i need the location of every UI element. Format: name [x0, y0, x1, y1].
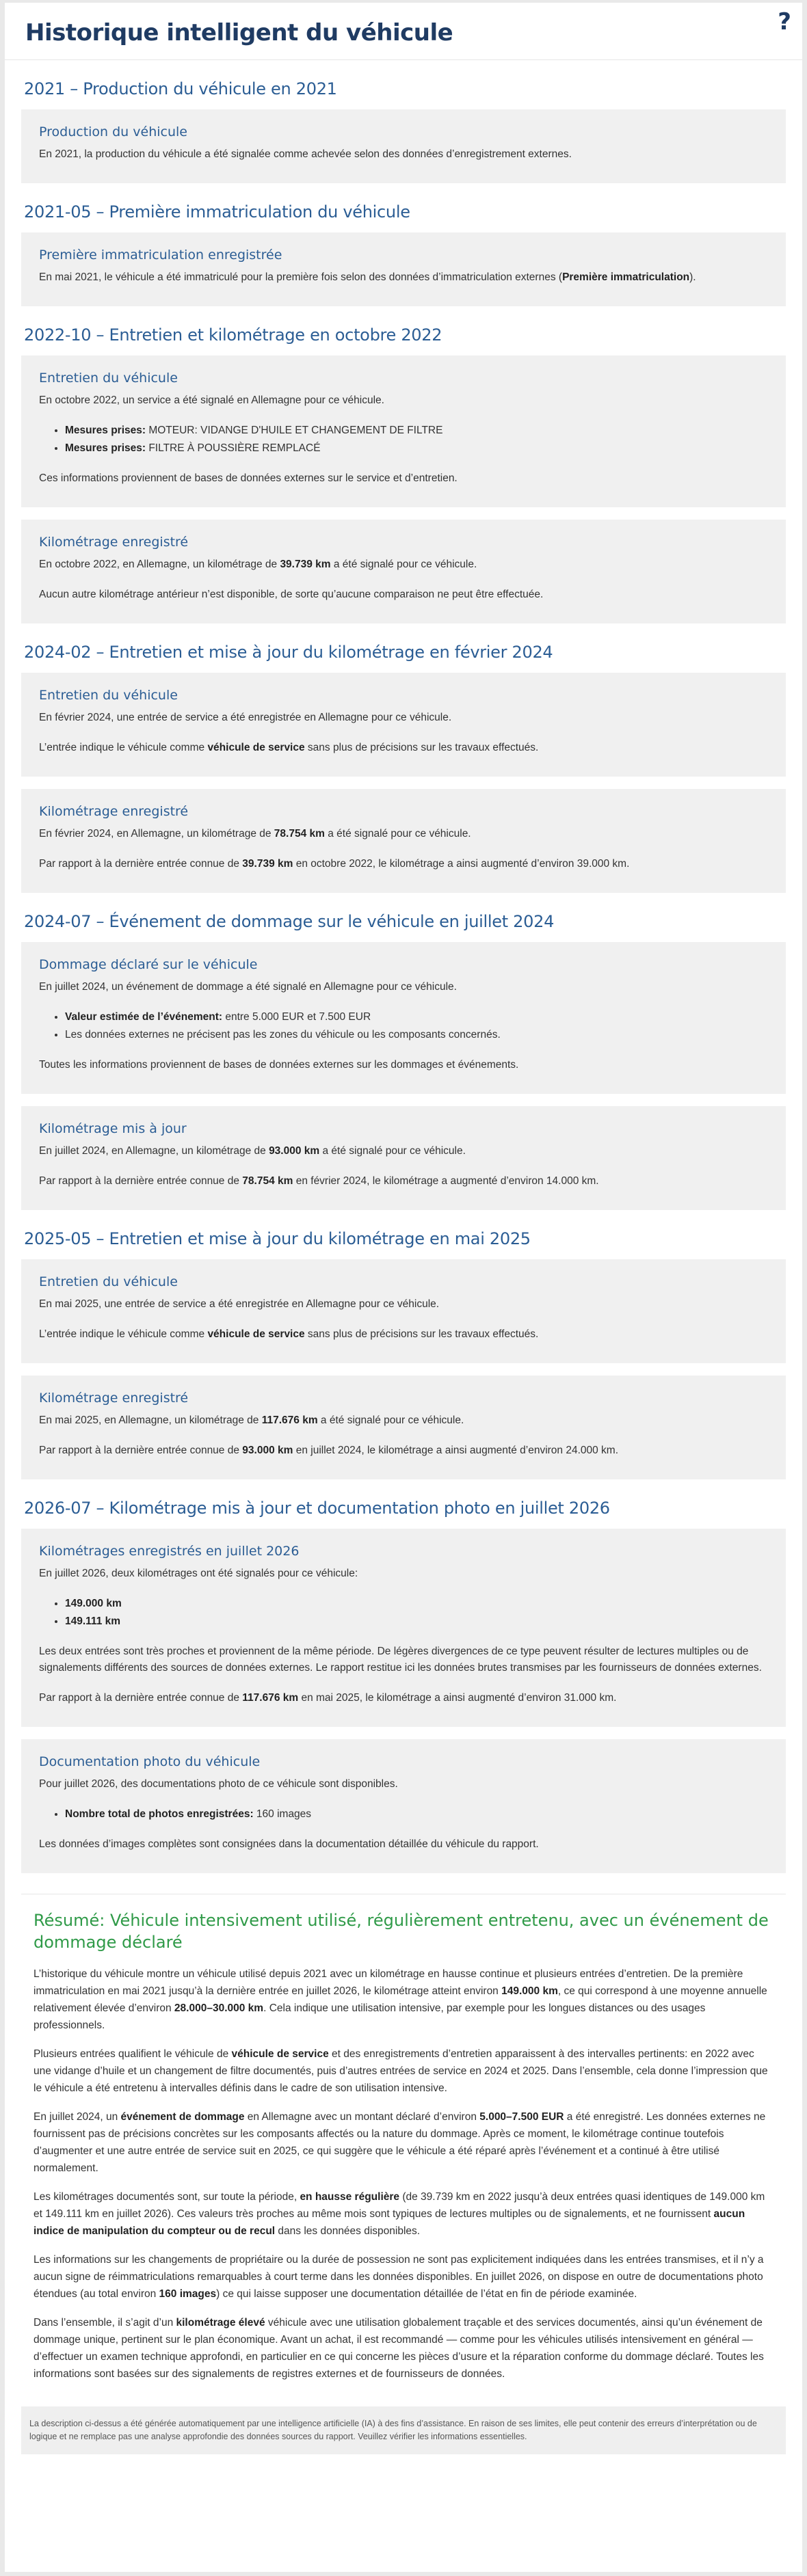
event-card — [21, 1106, 786, 1210]
card-paragraph — [39, 1643, 768, 1676]
bold-text: Nombre total de photos enregistrées: — [65, 1808, 254, 1820]
text-run: sans plus de précisions sur les travaux effectués. — [304, 742, 539, 753]
text-run: Les informations sur les changements de propriétaire ou la durée de possession ne sont pas explicitement indiquées dans les entrées transmises, et il n’y a aucun signe de réimmatriculations remarquables à court terme dans les données disponibles. En juillet 2026, on dispose en outre de documentations photo étendues (au total environ — [34, 2254, 764, 2300]
card-paragraph — [39, 1443, 768, 1459]
text-run: En février 2024, en Allemagne, un kilométrage de — [39, 828, 274, 840]
text-run: Par rapport à la dernière entrée connue de — [39, 858, 243, 870]
text-run: En octobre 2022, en Allemagne, un kilométrage de — [39, 559, 280, 570]
event-card — [21, 1739, 786, 1873]
card-title: Première immatriculation enregistrée — [39, 247, 282, 263]
text-run: Ces informations proviennent de bases de données externes sur le service et d’entretien. — [39, 472, 458, 484]
text-run: en juillet 2024, le kilométrage a ainsi augmenté d’environ 24.000 km. — [293, 1445, 619, 1456]
text-run: En juillet 2024, en Allemagne, un kilométrage de — [39, 1145, 269, 1157]
text-run: En juillet 2024, un événement de dommage a été signalé en Allemagne pour ce véhicule. — [39, 981, 457, 993]
text-run: ) ce qui laisse supposer une documentation détaillée de l’état en fin de période examinée. — [216, 2288, 637, 2300]
text-run: . Cela indique une utilisation intensive, par exemple pour les longues distances ou des usages professionnels. — [34, 2002, 706, 2031]
bold-text: 39.739 km — [242, 858, 293, 870]
text-run: En mai 2025, en Allemagne, un kilométrage de — [39, 1414, 262, 1426]
summary-body — [34, 1965, 773, 2383]
bold-text: 78.754 km — [274, 828, 325, 840]
bold-text: 39.739 km — [280, 559, 331, 570]
section-title: 2021-05 – Première immatriculation du véhicule — [24, 202, 410, 222]
summary-paragraph — [34, 2108, 773, 2177]
summary-section — [21, 1894, 786, 2401]
list-item — [65, 440, 768, 457]
event-card — [21, 1529, 786, 1727]
card-paragraph — [39, 1057, 768, 1073]
bold-text: Mesures prises: — [65, 425, 146, 436]
timeline-section — [5, 1499, 802, 1873]
text-run: L’entrée indique le véhicule comme — [39, 742, 208, 753]
report-page — [5, 3, 802, 2572]
timeline-section — [5, 79, 802, 183]
bold-text: 5.000–7.500 EUR — [479, 2111, 564, 2123]
list-item — [65, 422, 768, 439]
text-run: Toutes les informations proviennent de bases de données externes sur les dommages et événements. — [39, 1059, 519, 1071]
text-run: a été signalé pour ce véhicule. — [330, 559, 477, 570]
bold-text: 149.000 km — [501, 1985, 558, 1997]
text-run: , ce qui correspond à une moyenne annuelle relativement élevée d’environ — [34, 1985, 767, 2014]
card-paragraph — [39, 470, 768, 487]
list-item — [65, 1009, 768, 1025]
timeline-section — [5, 643, 802, 893]
text-run: Les deux entrées sont très proches et proviennent de la même période. De légères divergences de ce type peuvent résulter de lectures multiples ou de signalements différents des sources de données externes. Le rapport restitue ici les données brutes transmises par les fournisseurs de données externes. — [39, 1646, 762, 1674]
bold-text: 160 images — [159, 2288, 217, 2300]
bold-text: 78.754 km — [242, 1175, 293, 1187]
card-paragraph — [39, 1776, 768, 1793]
text-run: sans plus de précisions sur les travaux effectués. — [304, 1328, 539, 1340]
card-paragraph — [39, 826, 768, 842]
card-title: Documentation photo du véhicule — [39, 1754, 261, 1769]
event-card — [21, 355, 786, 507]
text-run: Pour juillet 2026, des documentations photo de ce véhicule sont disponibles. — [39, 1778, 398, 1790]
timeline-section — [5, 912, 802, 1210]
text-run: a été signalé pour ce véhicule. — [319, 1145, 466, 1157]
text-run: En juillet 2026, deux kilométrages ont été signalés pour ce véhicule: — [39, 1568, 358, 1579]
text-run: Par rapport à la dernière entrée connue de — [39, 1692, 243, 1704]
event-card — [21, 789, 786, 893]
card-paragraph — [39, 1566, 768, 1582]
card-title: Entretien du véhicule — [39, 688, 178, 703]
card-paragraph — [39, 269, 768, 286]
text-run: en Allemagne avec un montant déclaré d’environ — [244, 2111, 480, 2123]
bold-text: en hausse régulière — [300, 2191, 400, 2203]
bold-text: véhicule de service — [207, 742, 305, 753]
section-title: 2025-05 – Entretien et mise à jour du kilométrage en mai 2025 — [24, 1229, 531, 1248]
bold-text: événement de dommage — [120, 2111, 245, 2123]
card-paragraph — [39, 392, 768, 409]
bold-text: véhicule de service — [207, 1328, 305, 1340]
summary-paragraph — [34, 2045, 773, 2097]
card-title: Dommage déclaré sur le véhicule — [39, 957, 258, 972]
card-paragraph — [39, 1836, 768, 1853]
text-run: (de 39.739 km en 2022 jusqu’à deux entrées quasi identiques de 149.000 km et 149.111 km en juillet 2026). Ces valeurs très proches au même mois sont typiques de lectures multiples ou de signalements, et ne fournissent — [34, 2191, 765, 2220]
list-item — [65, 1613, 768, 1630]
card-paragraph — [39, 1143, 768, 1159]
card-paragraph — [39, 556, 768, 573]
ai-disclaimer: La description ci-dessus a été générée automatiquement par une intelligence artificielle (IA) à des fins d’assistance. En raison de ses limites, elle peut contenir des erreurs d’interprétation ou de logique et ne remplace pas une analyse approfondie des données sources du rapport. Veuillez vérifier les informations essentielles. — [21, 2406, 786, 2454]
event-card — [21, 1259, 786, 1363]
list-item — [65, 1027, 768, 1043]
bold-text: 149.111 km — [65, 1615, 121, 1627]
card-title: Kilométrage mis à jour — [39, 1121, 187, 1136]
section-title: 2022-10 – Entretien et kilométrage en octobre 2022 — [24, 325, 442, 345]
help-icon[interactable]: ? — [778, 8, 791, 36]
card-list — [65, 422, 768, 457]
summary-paragraph — [34, 1965, 773, 2034]
bold-text: 117.676 km — [261, 1414, 318, 1426]
section-title: 2024-02 – Entretien et mise à jour du kilométrage en février 2024 — [24, 643, 553, 662]
summary-title: Résumé: Véhicule intensivement utilisé, régulièrement entretenu, avec un événement de dommage déclaré — [34, 1911, 769, 1952]
card-title: Kilométrage enregistré — [39, 804, 189, 819]
timeline-section — [5, 202, 802, 306]
page-title: Historique intelligent du véhicule — [25, 19, 453, 46]
text-run: et des enregistrements d’entretien apparaissent à des intervalles pertinents: en 2022 avec une vidange d’huile et un changement de filtre documentés, puis d’autres entrées de service en 2024 et 2025. Dans l’ensemble, cela donne l’impression que le véhicule a été entretenu à intervalles définis dans le cadre de son utilisation intensive. — [34, 2048, 768, 2094]
summary-paragraph — [34, 2188, 773, 2240]
card-list — [65, 1806, 768, 1823]
bold-text: véhicule de service — [231, 2048, 329, 2060]
bold-text: aucun indice de manipulation du compteur ou de recul — [34, 2208, 745, 2237]
list-item — [65, 1596, 768, 1612]
report-header — [5, 3, 802, 60]
card-title: Kilométrages enregistrés en juillet 2026 — [39, 1544, 300, 1559]
card-paragraph — [39, 146, 768, 163]
text-run: a été signalé pour ce véhicule. — [317, 1414, 464, 1426]
timeline-section — [5, 325, 802, 623]
bold-text: 117.676 km — [242, 1692, 299, 1704]
text-run: Les données d’images complètes sont consignées dans la documentation détaillée du véhicule du rapport. — [39, 1838, 539, 1850]
summary-paragraph — [34, 2314, 773, 2383]
card-paragraph — [39, 1173, 768, 1190]
card-paragraph — [39, 740, 768, 756]
list-item — [65, 1806, 768, 1823]
event-card — [21, 1376, 786, 1479]
bold-text: Première immatriculation — [562, 271, 690, 283]
text-run: En mai 2021, le véhicule a été immatriculé pour la première fois selon des données d’immatriculation externes ( — [39, 271, 563, 283]
text-run: Plusieurs entrées qualifient le véhicule de — [34, 2048, 232, 2060]
text-run: Par rapport à la dernière entrée connue de — [39, 1175, 243, 1187]
card-paragraph — [39, 1296, 768, 1313]
text-run: en octobre 2022, le kilométrage a ainsi augmenté d’environ 39.000 km. — [293, 858, 630, 870]
text-run: véhicule avec une utilisation globalement traçable et des services documentés, ainsi qu’un événement de dommage unique, pertinent sur le plan économique. Avant un achat, il est recommandé — comme pour les véhicules utilisés intensivement en général — d’effectuer un examen technique approfondi, en particulier en ce qui concerne les pièces d’usure et la réparation conforme du dommage déclaré. Toutes les informations sont basées sur des signalements de registres externes et de fournisseurs de données. — [34, 2317, 764, 2380]
section-title: 2021 – Production du véhicule en 2021 — [24, 79, 337, 98]
bold-text: Mesures prises: — [65, 442, 146, 454]
card-paragraph — [39, 979, 768, 995]
text-run: L’historique du véhicule montre un véhicule utilisé depuis 2021 avec un kilométrage en hausse continue et plusieurs entrées d’entretien. De la première immatriculation en mai 2021 jusqu’à la dernière entrée en juillet 2026, le kilométrage atteint environ — [34, 1968, 743, 1997]
section-title: 2026-07 – Kilométrage mis à jour et documentation photo en juillet 2026 — [24, 1499, 610, 1518]
text-run: a été signalé pour ce véhicule. — [324, 828, 471, 840]
timeline-section — [5, 1229, 802, 1479]
bold-text: 149.000 km — [65, 1598, 122, 1609]
card-paragraph — [39, 1326, 768, 1343]
text-run: en mai 2025, le kilométrage a ainsi augmenté d’environ 31.000 km. — [298, 1692, 617, 1704]
text-run: Les données externes ne précisent pas les zones du véhicule ou les composants concernés. — [65, 1029, 501, 1041]
text-run: Les kilométrages documentés sont, sur toute la période, — [34, 2191, 300, 2203]
card-paragraph — [39, 710, 768, 726]
bold-text: 93.000 km — [269, 1145, 320, 1157]
text-run: MOTEUR: VIDANGE D'HUILE ET CHANGEMENT DE FILTRE — [146, 425, 443, 436]
event-card — [21, 232, 786, 306]
text-run: 160 images — [253, 1808, 312, 1820]
text-run: En octobre 2022, un service a été signalé en Allemagne pour ce véhicule. — [39, 394, 384, 406]
card-title: Entretien du véhicule — [39, 371, 178, 386]
text-run: L’entrée indique le véhicule comme — [39, 1328, 208, 1340]
text-run: FILTRE À POUSSIÈRE REMPLACÉ — [146, 442, 321, 454]
text-run: En 2021, la production du véhicule a été signalée comme achevée selon des données d’enregistrement externes. — [39, 148, 572, 160]
section-title: 2024-07 – Événement de dommage sur le véhicule en juillet 2024 — [24, 912, 555, 931]
event-card — [21, 942, 786, 1094]
card-title: Production du véhicule — [39, 124, 187, 139]
text-run: ). — [689, 271, 696, 283]
summary-paragraph — [34, 2251, 773, 2303]
text-run: En juillet 2024, un — [34, 2111, 121, 2123]
card-list — [65, 1009, 768, 1043]
event-card — [21, 673, 786, 777]
text-run: a été enregistré. Les données externes ne fournissent pas de précisions concrètes sur les composants affectés ou la nature du dommage. Après ce moment, le kilométrage continue toutefois d’augmenter et une autre entrée de service suit en 2025, ce qui suggère que le véhicule a été réparé après l’événement et a continué à être utilisé normalement. — [34, 2111, 766, 2174]
card-paragraph — [39, 587, 768, 603]
bold-text: 28.000–30.000 km — [174, 2002, 264, 2014]
bold-text: 93.000 km — [242, 1445, 293, 1456]
text-run: En mai 2025, une entrée de service a été enregistrée en Allemagne pour ce véhicule. — [39, 1298, 440, 1310]
event-card — [21, 109, 786, 183]
card-paragraph — [39, 1690, 768, 1706]
event-card — [21, 520, 786, 623]
card-title: Kilométrage enregistré — [39, 535, 189, 550]
text-run: entre 5.000 EUR et 7.500 EUR — [222, 1011, 371, 1023]
card-list — [65, 1596, 768, 1630]
text-run: Dans l’ensemble, il s’agit d’un — [34, 2317, 176, 2329]
card-paragraph — [39, 856, 768, 872]
bold-text: Valeur estimée de l’événement: — [65, 1011, 223, 1023]
bold-text: kilométrage élevé — [176, 2317, 265, 2329]
text-run: Aucun autre kilométrage antérieur n’est disponible, de sorte qu’aucune comparaison ne peut être effectuée. — [39, 589, 544, 600]
text-run: En février 2024, une entrée de service a été enregistrée en Allemagne pour ce véhicule. — [39, 712, 452, 723]
text-run: Par rapport à la dernière entrée connue de — [39, 1445, 243, 1456]
card-title: Kilométrage enregistré — [39, 1391, 189, 1406]
timeline-sections — [5, 79, 802, 1873]
card-paragraph — [39, 1412, 768, 1429]
card-title: Entretien du véhicule — [39, 1274, 178, 1289]
text-run: en février 2024, le kilométrage a augmenté d’environ 14.000 km. — [293, 1175, 599, 1187]
text-run: dans les données disponibles. — [275, 2225, 421, 2237]
